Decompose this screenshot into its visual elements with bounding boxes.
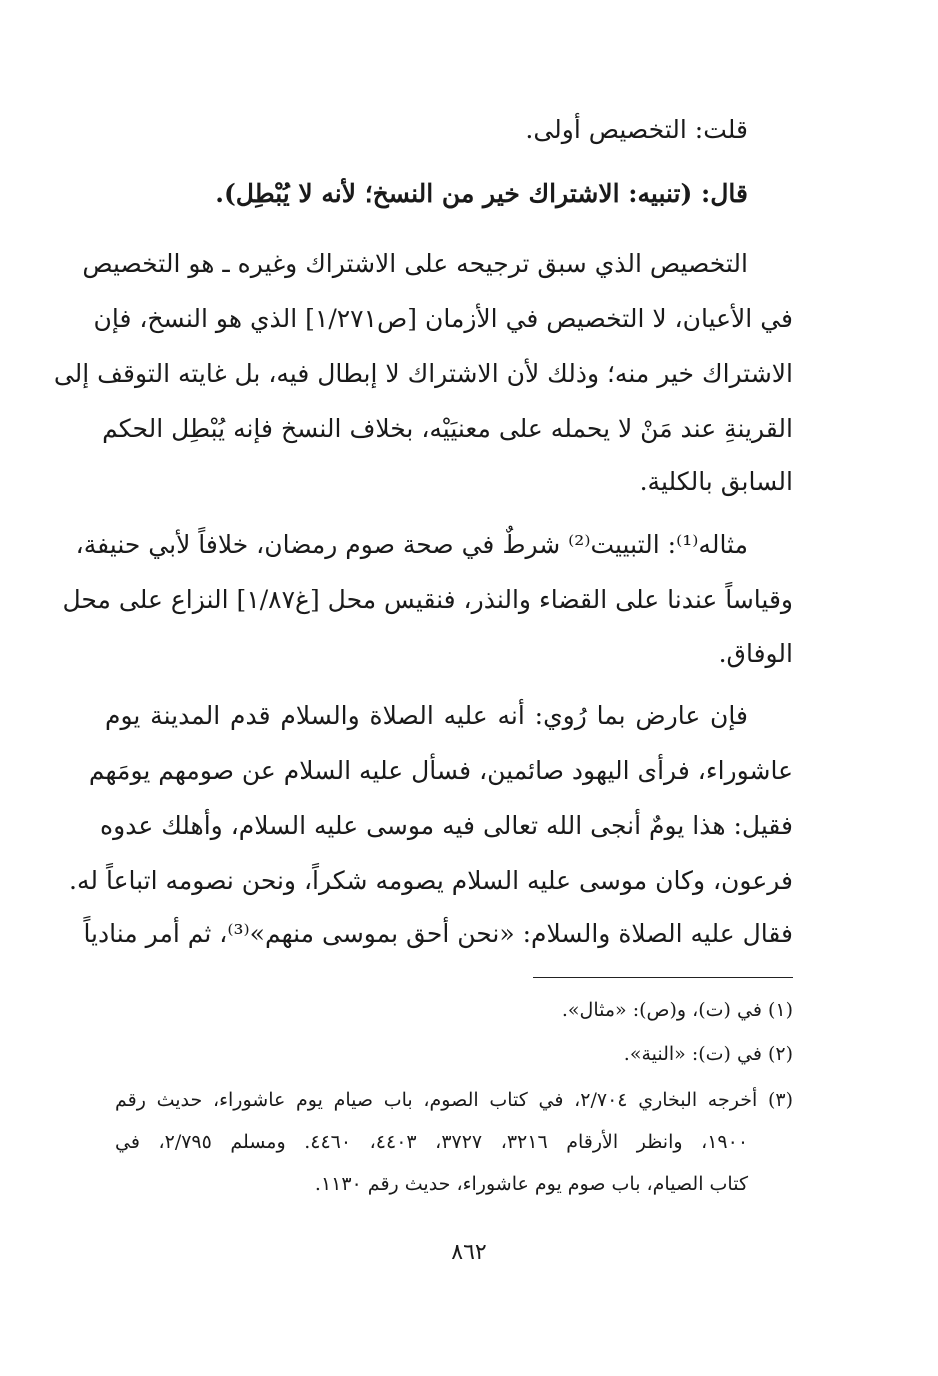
text-line: قلت: التخصيص أولى.	[525, 115, 748, 144]
footnote-3-line: (٣) أخرجه البخاري ٢/٧٠٤، في كتاب الصوم، باب صيام يوم عاشوراء، حديث رقم	[115, 1089, 793, 1111]
footnote-3-line: ١٩٠٠، وانظر الأرقام ٣٢١٦، ٣٧٢٧، ٤٤٠٣، ٤٤٦٠. ومسلم ٢/٧٩٥، في	[115, 1131, 749, 1153]
heading-line: قال: (تنبيه: الاشتراك خير من النسخ؛ لأنه لا يُبْطِل).	[215, 179, 748, 208]
footnote-separator	[533, 977, 793, 978]
footnote-3-line: كتاب الصيام، باب صوم يوم عاشوراء، حديث رقم ١١٣٠.	[314, 1173, 748, 1195]
page-number: ٨٦٢	[451, 1240, 487, 1265]
text-line: في الأعيان، لا التخصيص في الأزمان [ص١/٢٧١] الذي هو النسخ، فإن	[93, 304, 793, 333]
text-line: فقال عليه الصلاة والسلام: «نحن أحق بموسى منهم»⁽³⁾، ثم أمر منادياً	[83, 919, 793, 948]
text-line: عاشوراء، فرأى اليهود صائمين، فسأل عليه السلام عن صومهم يومَهم	[88, 756, 793, 785]
text-line: الاشتراك خير منه؛ وذلك لأن الاشتراك لا إبطال فيه، بل غايته التوقف إلى	[53, 359, 793, 388]
text-line: فقيل: هذا يومٌ أنجى الله تعالى فيه موسى عليه السلام، وأهلك عدوه	[100, 811, 793, 840]
text-line: السابق بالكلية.	[639, 467, 793, 496]
text-line: القرينةِ عند مَنْ لا يحمله على معنيَيْه، بخلاف النسخ فإنه يُبْطِل الحكم	[102, 414, 793, 443]
text-line: وقياساً عندنا على القضاء والنذر، فنقيس محل [غ١/٨٧] النزاع على محل	[62, 585, 793, 614]
footnote-2: (٢) في (ت): «النية».	[623, 1043, 793, 1065]
footnote-1: (١) في (ت)، و(ص): «مثال».	[561, 999, 793, 1021]
text-line: مثاله⁽¹⁾: التبييت⁽²⁾ شرطٌ في صحة صوم رمضان، خلافاً لأبي حنيفة،	[75, 530, 748, 559]
text-line: التخصيص الذي سبق ترجيحه على الاشتراك وغيره ـ هو التخصيص	[82, 249, 748, 278]
text-line: فرعون، وكان موسى عليه السلام يصومه شكراً، ونحن نصومه اتباعاً له.	[69, 866, 793, 895]
text-line: فإن عارض بما رُوي: أنه عليه الصلاة والسلام قدم المدينة يوم	[105, 701, 748, 730]
text-line: الوفاق.	[718, 639, 793, 668]
